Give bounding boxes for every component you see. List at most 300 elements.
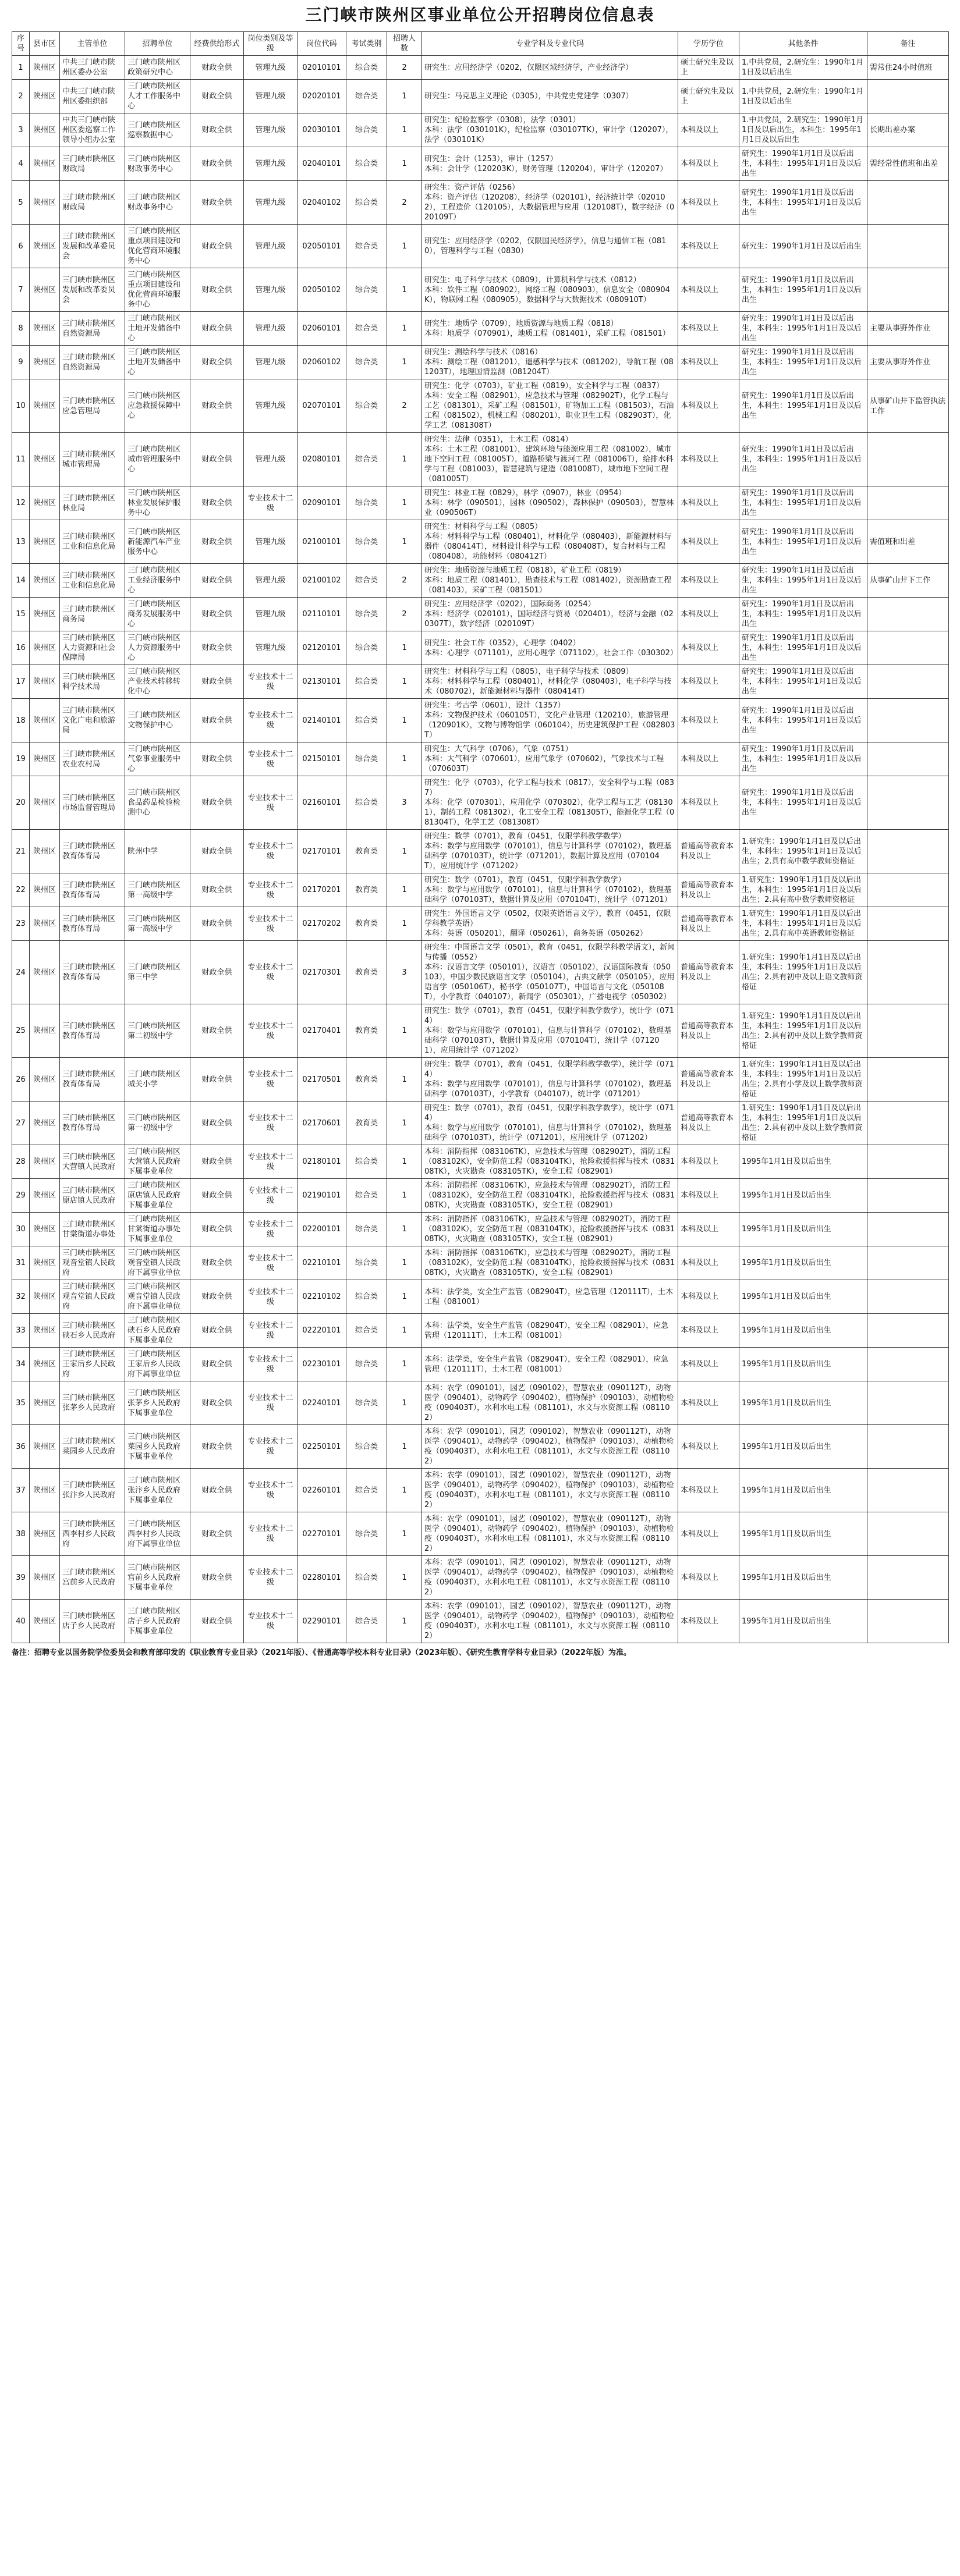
cell-dept: 三门峡市陕州区教育体育局 — [60, 1058, 125, 1102]
cell-dept: 三门峡市陕州区教育体育局 — [60, 1102, 125, 1145]
cell-exam: 综合类 — [346, 1213, 387, 1246]
cell-code: 02250101 — [297, 1425, 346, 1469]
cell-exam: 教育类 — [346, 907, 387, 941]
cell-count: 1 — [387, 1102, 422, 1145]
column-header: 招聘单位 — [125, 32, 190, 56]
table-row — [12, 598, 949, 631]
cell-county: 陕州区 — [30, 268, 60, 312]
cell-county: 陕州区 — [30, 80, 60, 113]
cell-dept: 三门峡市陕州区大营镇人民政府 — [60, 1145, 125, 1179]
cell-unit: 三门峡市陕州区甘棠街道办事处下属事业单位 — [125, 1213, 190, 1246]
table-row — [12, 1314, 949, 1348]
cell-post-type: 管理九级 — [244, 181, 297, 225]
cell-major: 研究生：数学（0701），教育（0451，仅限学科教学数学） 本科：数学与应用数学（070101），信息与计算科学（070102），数理基础科学（070103T），统计学（071201），数据计算及应用（070104T），应用统计学（071202） — [422, 830, 678, 873]
table-row — [12, 742, 949, 776]
cell-funding: 财政全供 — [190, 268, 244, 312]
cell-code: 02050102 — [297, 268, 346, 312]
cell-remark — [867, 1145, 949, 1179]
cell-post-type: 专业技术十二级 — [244, 1600, 297, 1643]
table-row — [12, 941, 949, 1004]
cell-post-type: 专业技术十二级 — [244, 941, 297, 1004]
table-row — [12, 665, 949, 699]
cell-no: 34 — [12, 1348, 30, 1381]
cell-other: 1995年1月1日及以后出生 — [739, 1246, 867, 1280]
table-row — [12, 830, 949, 873]
cell-other: 研究生：1990年1月1日及以后出生，本科生：1995年1月1日及以后出生 — [739, 346, 867, 379]
cell-major: 本科：农学（090101），园艺（090102），智慧农业（090112T），动物医学（090401），动物药学（090402），植物保护（090103），动植物检疫（090403T），水利水电工程（081101），水文与水资源工程（081102） — [422, 1425, 678, 1469]
cell-funding: 财政全供 — [190, 1145, 244, 1179]
cell-no: 33 — [12, 1314, 30, 1348]
cell-code: 02040102 — [297, 181, 346, 225]
cell-major: 本科：农学（090101），园艺（090102），智慧农业（090112T），动物医学（090401），动物药学（090402），植物保护（090103），动植物检疫（090403T），水利水电工程（081101），水文与水资源工程（081102） — [422, 1469, 678, 1512]
cell-remark: 从事矿山井下工作 — [867, 564, 949, 598]
cell-count: 1 — [387, 486, 422, 520]
cell-edu: 本科及以上 — [678, 1469, 739, 1512]
cell-major: 研究生：地质资源与地质工程（0818），矿业工程（0819） 本科：地质工程（081401），勘查技术与工程（081402），资源勘查工程（081403），采矿工程（081501） — [422, 564, 678, 598]
cell-unit: 三门峡市陕州区原店镇人民政府下属事业单位 — [125, 1179, 190, 1213]
cell-dept: 三门峡市陕州区发展和改革委员会 — [60, 225, 125, 268]
cell-count: 1 — [387, 1381, 422, 1425]
cell-dept: 三门峡市陕州区文化广电和旅游局 — [60, 699, 125, 742]
cell-remark — [867, 1469, 949, 1512]
cell-dept: 三门峡市陕州区教育体育局 — [60, 907, 125, 941]
cell-edu: 本科及以上 — [678, 598, 739, 631]
cell-count: 2 — [387, 564, 422, 598]
cell-county: 陕州区 — [30, 1556, 60, 1600]
cell-other: 研究生：1990年1月1日及以后出生，本科生：1995年1月1日及以后出生 — [739, 598, 867, 631]
table-row — [12, 225, 949, 268]
column-header: 岗位代码 — [297, 32, 346, 56]
cell-post-type: 专业技术十二级 — [244, 1280, 297, 1314]
cell-unit: 三门峡市陕州区食品药品检验检测中心 — [125, 776, 190, 830]
cell-county: 陕州区 — [30, 1004, 60, 1058]
cell-count: 2 — [387, 56, 422, 80]
cell-post-type: 专业技术十二级 — [244, 1314, 297, 1348]
cell-count: 2 — [387, 181, 422, 225]
cell-no: 5 — [12, 181, 30, 225]
cell-post-type: 管理九级 — [244, 379, 297, 433]
cell-other: 1.中共党员，2.研究生：1990年1月1日及以后出生，本科生：1995年1月1日及以后出生 — [739, 113, 867, 147]
cell-dept: 三门峡市陕州区原店镇人民政府 — [60, 1179, 125, 1213]
cell-major: 研究生：大气科学（0706），气象（0751） 本科：大气科学（070601），应用气象学（070602），气象技术与工程（070603T） — [422, 742, 678, 776]
cell-funding: 财政全供 — [190, 1280, 244, 1314]
column-header: 经费供给形式 — [190, 32, 244, 56]
cell-major: 本科：法学类，安全生产监管（082904T），应急管理（120111T），土木工程（081001） — [422, 1280, 678, 1314]
cell-remark — [867, 1512, 949, 1556]
table-row — [12, 56, 949, 80]
cell-post-type: 管理九级 — [244, 564, 297, 598]
cell-remark: 需常住24小时值班 — [867, 56, 949, 80]
cell-other: 1.研究生：1990年1月1日及以后出生，本科生：1995年1月1日及以后出生；2.具有高中数学教师资格证 — [739, 873, 867, 907]
cell-post-type: 专业技术十二级 — [244, 907, 297, 941]
cell-exam: 综合类 — [346, 1314, 387, 1348]
cell-dept: 中共三门峡市陕州区委巡察工作领导小组办公室 — [60, 113, 125, 147]
cell-exam: 综合类 — [346, 312, 387, 346]
cell-count: 1 — [387, 1600, 422, 1643]
cell-funding: 财政全供 — [190, 631, 244, 665]
cell-major: 研究生：数学（0701），教育（0451，仅限学科教学数学），统计学（0714） 本科：数学与应用数学（070101），信息与计算科学（070102），数理基础科学（070103T），小学教育（040107），统计学（071201） — [422, 1058, 678, 1102]
cell-dept: 三门峡市陕州区张汴乡人民政府 — [60, 1469, 125, 1512]
cell-code: 02150101 — [297, 742, 346, 776]
cell-no: 16 — [12, 631, 30, 665]
cell-exam: 综合类 — [346, 564, 387, 598]
cell-remark — [867, 433, 949, 486]
cell-edu: 普通高等教育本科及以上 — [678, 907, 739, 941]
cell-count: 1 — [387, 147, 422, 181]
cell-funding: 财政全供 — [190, 56, 244, 80]
cell-other: 1.中共党员，2.研究生：1990年1月1日及以后出生 — [739, 56, 867, 80]
cell-other: 研究生：1990年1月1日及以后出生，本科生：1995年1月1日及以后出生 — [739, 631, 867, 665]
cell-exam: 综合类 — [346, 80, 387, 113]
cell-edu: 本科及以上 — [678, 1213, 739, 1246]
page — [12, 2, 948, 1658]
cell-no: 27 — [12, 1102, 30, 1145]
table-row — [12, 486, 949, 520]
cell-unit: 三门峡市陕州区城关小学 — [125, 1058, 190, 1102]
cell-code: 02210102 — [297, 1280, 346, 1314]
cell-remark — [867, 1348, 949, 1381]
cell-remark — [867, 1102, 949, 1145]
cell-other: 研究生：1990年1月1日及以后出生，本科生：1995年1月1日及以后出生 — [739, 181, 867, 225]
cell-exam: 综合类 — [346, 776, 387, 830]
cell-count: 1 — [387, 873, 422, 907]
table-body — [12, 56, 949, 1643]
cell-edu: 本科及以上 — [678, 564, 739, 598]
cell-other: 1.研究生：1990年1月1日及以后出生，本科生：1995年1月1日及以后出生；2.具有高中数学教师资格证 — [739, 830, 867, 873]
cell-code: 02210101 — [297, 1246, 346, 1280]
cell-dept: 三门峡市陕州区观音堂镇人民政府 — [60, 1280, 125, 1314]
cell-exam: 综合类 — [346, 598, 387, 631]
cell-funding: 财政全供 — [190, 1004, 244, 1058]
cell-funding: 财政全供 — [190, 742, 244, 776]
cell-exam: 综合类 — [346, 346, 387, 379]
cell-major: 研究生：化学（0703），矿业工程（0819），安全科学与工程（0837） 本科：安全工程（082901），应急技术与管理（082902T），化学工程与工艺（081301），采矿工程（081501），矿物加工工程（081503），石油工程（081502），机械工程（080201），职业卫生工程（082903T），化学工艺（081308T） — [422, 379, 678, 433]
cell-unit: 三门峡市陕州区文物保护中心 — [125, 699, 190, 742]
cell-dept: 中共三门峡市陕州区委办公室 — [60, 56, 125, 80]
cell-remark: 主要从事野外作业 — [867, 312, 949, 346]
cell-count: 2 — [387, 598, 422, 631]
cell-edu: 本科及以上 — [678, 268, 739, 312]
cell-no: 6 — [12, 225, 30, 268]
cell-code: 02240101 — [297, 1381, 346, 1425]
cell-exam: 综合类 — [346, 1280, 387, 1314]
cell-no: 22 — [12, 873, 30, 907]
cell-post-type: 专业技术十二级 — [244, 1381, 297, 1425]
cell-funding: 财政全供 — [190, 379, 244, 433]
cell-count: 1 — [387, 113, 422, 147]
cell-county: 陕州区 — [30, 699, 60, 742]
cell-remark — [867, 598, 949, 631]
cell-county: 陕州区 — [30, 225, 60, 268]
table-row — [12, 80, 949, 113]
cell-count: 1 — [387, 830, 422, 873]
cell-dept: 三门峡市陕州区商务局 — [60, 598, 125, 631]
cell-other: 1995年1月1日及以后出生 — [739, 1179, 867, 1213]
cell-edu: 本科及以上 — [678, 665, 739, 699]
table-row — [12, 113, 949, 147]
cell-major: 本科：农学（090101），园艺（090102），智慧农业（090112T），动物医学（090401），动物药学（090402），植物保护（090103），动植物检疫（090403T），水利水电工程（081101），水文与水资源工程（081102） — [422, 1600, 678, 1643]
cell-count: 1 — [387, 1058, 422, 1102]
cell-county: 陕州区 — [30, 147, 60, 181]
cell-exam: 综合类 — [346, 1145, 387, 1179]
cell-county: 陕州区 — [30, 1179, 60, 1213]
cell-funding: 财政全供 — [190, 1179, 244, 1213]
cell-county: 陕州区 — [30, 1280, 60, 1314]
cell-no: 2 — [12, 80, 30, 113]
cell-other: 1995年1月1日及以后出生 — [739, 1556, 867, 1600]
cell-count: 1 — [387, 631, 422, 665]
cell-county: 陕州区 — [30, 873, 60, 907]
cell-dept: 三门峡市陕州区甘棠街道办事处 — [60, 1213, 125, 1246]
cell-other: 1995年1月1日及以后出生 — [739, 1314, 867, 1348]
cell-edu: 本科及以上 — [678, 312, 739, 346]
cell-other: 研究生：1990年1月1日及以后出生，本科生：1995年1月1日及以后出生 — [739, 147, 867, 181]
cell-no: 31 — [12, 1246, 30, 1280]
cell-edu: 普通高等教育本科及以上 — [678, 1102, 739, 1145]
cell-remark — [867, 268, 949, 312]
cell-county: 陕州区 — [30, 631, 60, 665]
cell-no: 11 — [12, 433, 30, 486]
cell-edu: 本科及以上 — [678, 1179, 739, 1213]
table-row — [12, 907, 949, 941]
cell-county: 陕州区 — [30, 776, 60, 830]
cell-exam: 教育类 — [346, 830, 387, 873]
table-row — [12, 1246, 949, 1280]
cell-unit: 三门峡市陕州区菜园乡人民政府下属事业单位 — [125, 1425, 190, 1469]
cell-remark — [867, 80, 949, 113]
cell-dept: 三门峡市陕州区自然资源局 — [60, 346, 125, 379]
cell-major: 本科：法学类，安全生产监管（082904T），安全工程（082901），应急管理（120111T），土木工程（081001） — [422, 1314, 678, 1348]
cell-dept: 三门峡市陕州区硖石乡人民政府 — [60, 1314, 125, 1348]
cell-edu: 本科及以上 — [678, 631, 739, 665]
cell-remark — [867, 830, 949, 873]
cell-other: 研究生：1990年1月1日及以后出生，本科生：1995年1月1日及以后出生 — [739, 433, 867, 486]
cell-no: 40 — [12, 1600, 30, 1643]
cell-county: 陕州区 — [30, 486, 60, 520]
cell-code: 02030101 — [297, 113, 346, 147]
cell-unit: 三门峡市陕州区张汴乡人民政府下属事业单位 — [125, 1469, 190, 1512]
cell-dept: 三门峡市陕州区市场监督管理局 — [60, 776, 125, 830]
cell-remark — [867, 1213, 949, 1246]
table-row — [12, 312, 949, 346]
cell-county: 陕州区 — [30, 1381, 60, 1425]
cell-dept: 三门峡市陕州区人力资源和社会保障局 — [60, 631, 125, 665]
cell-other: 研究生：1990年1月1日及以后出生，本科生：1995年1月1日及以后出生 — [739, 699, 867, 742]
cell-no: 29 — [12, 1179, 30, 1213]
cell-remark: 主要从事野外作业 — [867, 346, 949, 379]
cell-no: 24 — [12, 941, 30, 1004]
table-row — [12, 1179, 949, 1213]
cell-count: 1 — [387, 1425, 422, 1469]
cell-post-type: 专业技术十二级 — [244, 1425, 297, 1469]
cell-no: 8 — [12, 312, 30, 346]
cell-county: 陕州区 — [30, 312, 60, 346]
column-header: 主管单位 — [60, 32, 125, 56]
cell-count: 1 — [387, 1213, 422, 1246]
cell-major: 研究生：纪检监察学（0308），法学（0301） 本科：法学（030101K），纪检监察（030107TK），审计学（120207），法学（030101K） — [422, 113, 678, 147]
cell-count: 3 — [387, 941, 422, 1004]
table-header-row — [12, 32, 949, 56]
cell-remark — [867, 941, 949, 1004]
cell-other: 研究生：1990年1月1日及以后出生，本科生：1995年1月1日及以后出生 — [739, 379, 867, 433]
cell-major: 本科：消防指挥（083106TK），应急技术与管理（082902T），消防工程（083102K），安全防范工程（083104TK），抢险救援指挥与技术（083108TK），火灾勘查（083105TK），安全工程（082901） — [422, 1179, 678, 1213]
cell-post-type: 管理九级 — [244, 225, 297, 268]
cell-unit: 三门峡市陕州区重点项目建设和优化营商环境服务中心 — [125, 225, 190, 268]
cell-unit: 三门峡市陕州区土地开发储备中心 — [125, 312, 190, 346]
cell-county: 陕州区 — [30, 907, 60, 941]
cell-code: 02170301 — [297, 941, 346, 1004]
cell-count: 1 — [387, 665, 422, 699]
cell-funding: 财政全供 — [190, 1556, 244, 1600]
cell-dept: 三门峡市陕州区教育体育局 — [60, 873, 125, 907]
cell-major: 研究生：地质学（0709），地质资源与地质工程（0818） 本科：地质学（070901），地质工程（081401），采矿工程（081501） — [422, 312, 678, 346]
cell-code: 02200101 — [297, 1213, 346, 1246]
cell-exam: 综合类 — [346, 1381, 387, 1425]
cell-unit: 三门峡市陕州区大营镇人民政府下属事业单位 — [125, 1145, 190, 1179]
cell-post-type: 管理九级 — [244, 268, 297, 312]
cell-unit: 三门峡市陕州区西李村乡人民政府下属事业单位 — [125, 1512, 190, 1556]
cell-dept: 三门峡市陕州区工业和信息化局 — [60, 564, 125, 598]
cell-no: 18 — [12, 699, 30, 742]
table-row — [12, 1213, 949, 1246]
cell-code: 02140101 — [297, 699, 346, 742]
cell-edu: 本科及以上 — [678, 113, 739, 147]
cell-count: 1 — [387, 225, 422, 268]
cell-county: 陕州区 — [30, 830, 60, 873]
cell-funding: 财政全供 — [190, 1381, 244, 1425]
cell-exam: 综合类 — [346, 1556, 387, 1600]
cell-post-type: 专业技术十二级 — [244, 776, 297, 830]
cell-edu: 本科及以上 — [678, 1246, 739, 1280]
cell-major: 研究生：会计（1253），审计（1257） 本科：会计学（120203K），财务管理（120204），审计学（120207） — [422, 147, 678, 181]
cell-edu: 本科及以上 — [678, 1145, 739, 1179]
cell-other: 研究生：1990年1月1日及以后出生，本科生：1995年1月1日及以后出生 — [739, 665, 867, 699]
cell-code: 02060102 — [297, 346, 346, 379]
cell-major: 本科：消防指挥（083106TK），应急技术与管理（082902T），消防工程（083102K），安全防范工程（083104TK），抢险救援指挥与技术（083108TK），火灾勘查（083105TK），安全工程（082901） — [422, 1246, 678, 1280]
cell-other: 1995年1月1日及以后出生 — [739, 1145, 867, 1179]
cell-count: 1 — [387, 268, 422, 312]
cell-unit: 三门峡市陕州区应急救援保障中心 — [125, 379, 190, 433]
cell-code: 02170401 — [297, 1004, 346, 1058]
cell-code: 02280101 — [297, 1556, 346, 1600]
cell-count: 1 — [387, 1314, 422, 1348]
cell-post-type: 专业技术十二级 — [244, 665, 297, 699]
cell-funding: 财政全供 — [190, 181, 244, 225]
cell-unit: 三门峡市陕州区第一初级中学 — [125, 1102, 190, 1145]
cell-edu: 本科及以上 — [678, 699, 739, 742]
cell-code: 02040101 — [297, 147, 346, 181]
table-row — [12, 1145, 949, 1179]
cell-no: 19 — [12, 742, 30, 776]
cell-remark — [867, 1058, 949, 1102]
cell-remark — [867, 1314, 949, 1348]
table-row — [12, 1381, 949, 1425]
cell-remark — [867, 631, 949, 665]
cell-funding: 财政全供 — [190, 1102, 244, 1145]
cell-count: 1 — [387, 1556, 422, 1600]
cell-other: 研究生：1990年1月1日及以后出生，本科生：1995年1月1日及以后出生 — [739, 486, 867, 520]
cell-code: 02120101 — [297, 631, 346, 665]
cell-edu: 普通高等教育本科及以上 — [678, 1004, 739, 1058]
cell-exam: 综合类 — [346, 520, 387, 564]
cell-funding: 财政全供 — [190, 699, 244, 742]
table-row — [12, 1556, 949, 1600]
cell-edu: 普通高等教育本科及以上 — [678, 1058, 739, 1102]
cell-other: 1995年1月1日及以后出生 — [739, 1512, 867, 1556]
cell-code: 02190101 — [297, 1179, 346, 1213]
cell-remark — [867, 1425, 949, 1469]
column-header: 县市区 — [30, 32, 60, 56]
cell-code: 02180101 — [297, 1145, 346, 1179]
cell-post-type: 专业技术十二级 — [244, 1469, 297, 1512]
table-row — [12, 564, 949, 598]
cell-post-type: 管理九级 — [244, 598, 297, 631]
cell-other: 1995年1月1日及以后出生 — [739, 1381, 867, 1425]
cell-exam: 综合类 — [346, 147, 387, 181]
cell-major: 研究生：应用经济学（0202，仅限国民经济学），信息与通信工程（0810），管理科学与工程（0830） — [422, 225, 678, 268]
table-row — [12, 433, 949, 486]
cell-no: 1 — [12, 56, 30, 80]
cell-exam: 综合类 — [346, 631, 387, 665]
cell-county: 陕州区 — [30, 346, 60, 379]
cell-post-type: 专业技术十二级 — [244, 1556, 297, 1600]
cell-funding: 财政全供 — [190, 1314, 244, 1348]
cell-major: 研究生：考古学（0601），设计（1357） 本科：文物保护技术（060105T），文化产业管理（120210），旅游管理（120901K），文物与博物馆学（060104），历史建筑保护工程（082803T） — [422, 699, 678, 742]
cell-post-type: 专业技术十二级 — [244, 1145, 297, 1179]
cell-count: 1 — [387, 699, 422, 742]
cell-remark: 从事矿山井下监管执法工作 — [867, 379, 949, 433]
cell-funding: 财政全供 — [190, 564, 244, 598]
cell-count: 1 — [387, 1512, 422, 1556]
cell-other: 1.研究生：1990年1月1日及以后出生，本科生：1995年1月1日及以后出生；2.具有初中及以上数学教师资格证 — [739, 1004, 867, 1058]
cell-county: 陕州区 — [30, 665, 60, 699]
cell-edu: 本科及以上 — [678, 1600, 739, 1643]
cell-county: 陕州区 — [30, 1512, 60, 1556]
cell-edu: 普通高等教育本科及以上 — [678, 941, 739, 1004]
cell-no: 39 — [12, 1556, 30, 1600]
cell-dept: 三门峡市陕州区工业和信息化局 — [60, 520, 125, 564]
cell-other: 1995年1月1日及以后出生 — [739, 1600, 867, 1643]
cell-exam: 综合类 — [346, 1246, 387, 1280]
cell-other: 1.研究生：1990年1月1日及以后出生，本科生：1995年1月1日及以后出生；2.具有小学及以上数学教师资格证 — [739, 1058, 867, 1102]
cell-no: 32 — [12, 1280, 30, 1314]
cell-county: 陕州区 — [30, 1102, 60, 1145]
cell-edu: 本科及以上 — [678, 433, 739, 486]
cell-unit: 三门峡市陕州区产业技术转移转化中心 — [125, 665, 190, 699]
cell-funding: 财政全供 — [190, 80, 244, 113]
cell-major: 研究生：数学（0701），教育（0451，仅限学科教学数学），统计学（0714） 本科：数学与应用数学（070101），信息与计算科学（070102），数理基础科学（070103T），数据计算及应用（070104T），统计学（071201），应用统计学（071202） — [422, 1004, 678, 1058]
cell-remark — [867, 181, 949, 225]
cell-exam: 综合类 — [346, 1348, 387, 1381]
cell-unit: 三门峡市陕州区人力资源服务中心 — [125, 631, 190, 665]
cell-remark — [867, 1381, 949, 1425]
cell-other: 研究生：1990年1月1日及以后出生，本科生：1995年1月1日及以后出生 — [739, 742, 867, 776]
cell-other: 1995年1月1日及以后出生 — [739, 1213, 867, 1246]
cell-edu: 本科及以上 — [678, 1556, 739, 1600]
table-row — [12, 1058, 949, 1102]
cell-county: 陕州区 — [30, 1058, 60, 1102]
cell-funding: 财政全供 — [190, 1246, 244, 1280]
cell-exam: 综合类 — [346, 665, 387, 699]
table-row — [12, 268, 949, 312]
cell-dept: 三门峡市陕州区菜园乡人民政府 — [60, 1425, 125, 1469]
cell-funding: 财政全供 — [190, 665, 244, 699]
cell-dept: 三门峡市陕州区宫前乡人民政府 — [60, 1556, 125, 1600]
cell-other: 研究生：1990年1月1日及以后出生，本科生：1995年1月1日及以后出生 — [739, 268, 867, 312]
cell-post-type: 专业技术十二级 — [244, 1179, 297, 1213]
cell-remark: 长期出差办案 — [867, 113, 949, 147]
cell-post-type: 管理九级 — [244, 346, 297, 379]
